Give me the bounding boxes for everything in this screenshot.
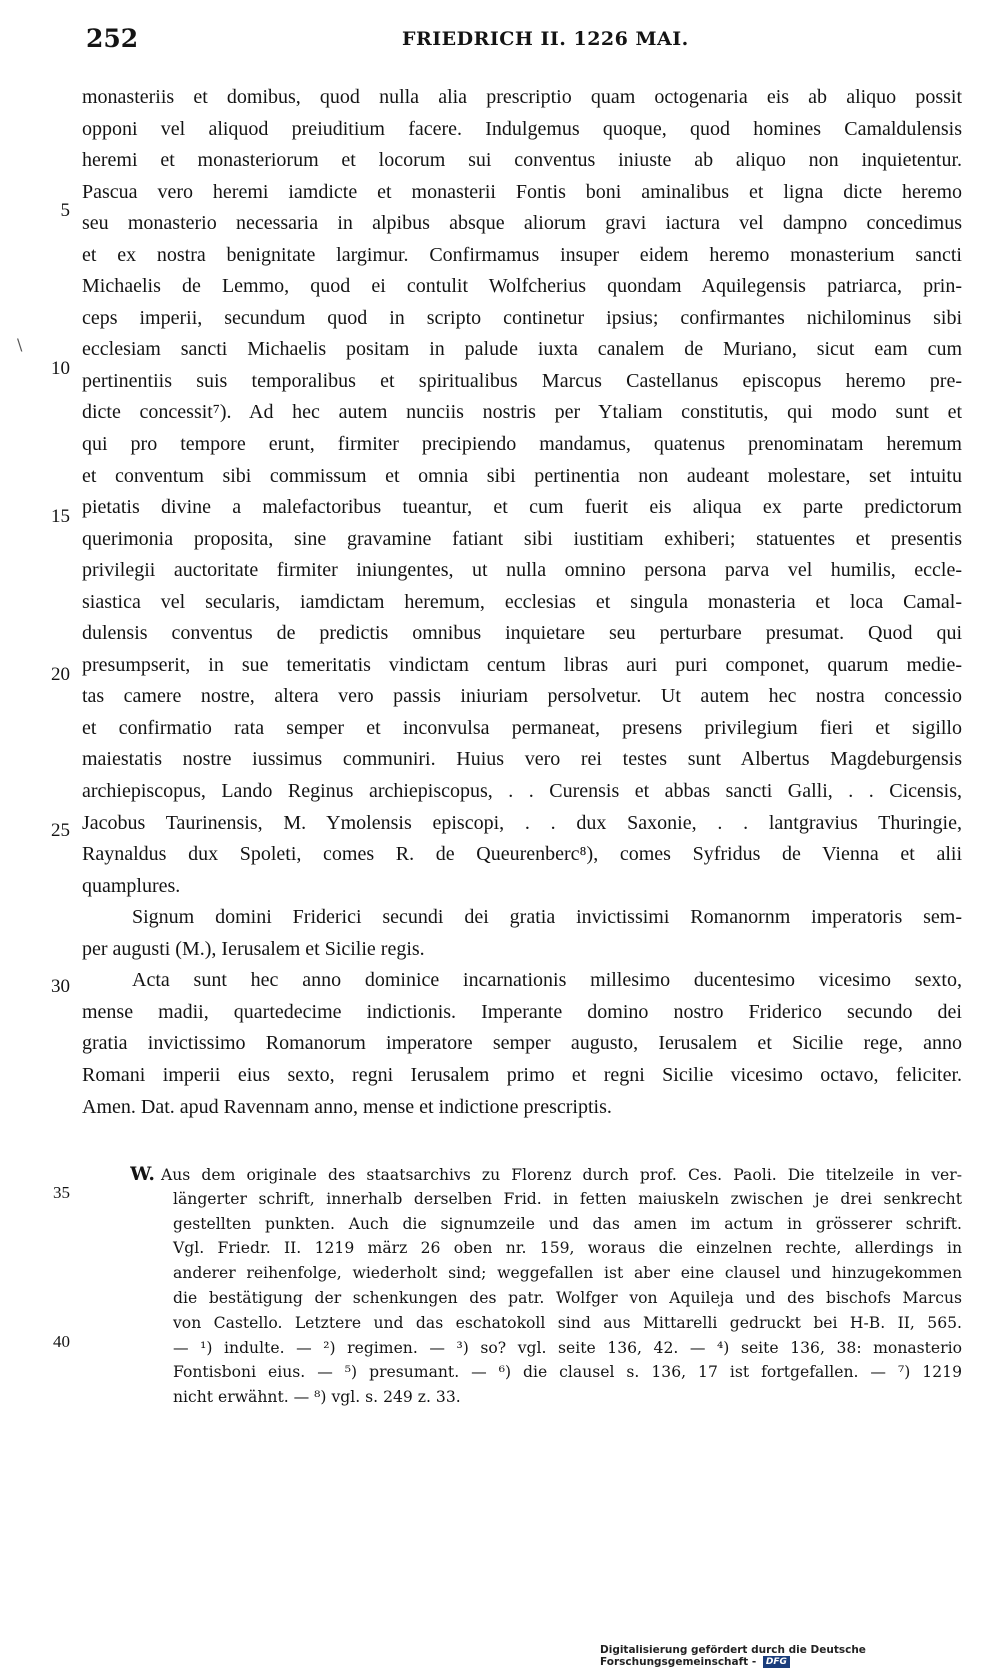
text-line: Pascua vero heremi iamdicte et monasterii Fontis boni aminalibus et ligna dicte heremo — [82, 180, 962, 203]
text-line: et ex nostra benignitate largimur. Confirmamus insuper eidem heremo monasterium sancti — [82, 243, 962, 266]
text-line: Acta sunt hec anno dominice incarnationis millesimo ducentesimo vicesimo sexto, — [132, 969, 962, 992]
note-line-number-35: 35 — [53, 1183, 70, 1202]
line-number-10: 10 — [51, 358, 70, 379]
note-line — [130, 1311, 962, 1336]
text-line: Romani imperii eius sexto, regni Ierusalem primo et regni Sicilie vicesimo octavo, feliciter. — [82, 1063, 962, 1086]
text-line: Signum domini Friderici secundi dei gratia invictissimi Romanornm imperatoris sem- — [132, 906, 962, 929]
note-text: Aus dem originale des staatsarchivs zu Florenz durch prof. Ces. Paoli. Die titelzeile in ver- — [161, 1166, 962, 1184]
note-line — [130, 1236, 962, 1261]
note-line — [130, 1360, 962, 1385]
note-text: von Castello. Letztere und das eschatokoll sind aus Mittarelli gedruckt bei H-B. II, 565. — [173, 1313, 962, 1332]
text-line: privilegii auctoritate firmiter iniungentes, ut nulla omnino persona parva vel humilis, eccle- — [82, 559, 962, 582]
apparatus-notes — [130, 1162, 962, 1410]
line-number-20: 20 — [51, 664, 70, 685]
text-line: pietatis divine a malefactoribus tueantur, et cum fuerit eis aliqua ex parte predictorum — [82, 496, 962, 519]
note-text: — ¹) indulte. — ²) regimen. — ³) so? vgl. seite 136, 42. — ⁴) seite 136, 38: monasterio — [173, 1338, 962, 1357]
text-line: Jacobus Taurinensis, M. Ymolensis episcopi, . . dux Saxonie, . . lantgravius Thuringie, — [82, 811, 962, 834]
text-line: siastica vel secularis, iamdictam heremum, ecclesias et singula monasteria et loca Camal- — [82, 590, 962, 613]
note-text: längerter schrift, innerhalb derselben Frid. in fetten maiuskeln zwischen je drei senkrecht — [173, 1189, 962, 1208]
note-line-number-40: 40 — [53, 1332, 70, 1351]
text-line: opponi vel aliquod preiuditium facere. Indulgemus quoque, quod homines Camaldulensis — [82, 117, 962, 140]
text-line: Michaelis de Lemmo, quod ei contulit Wolfcherius quondam Aquilegensis patriarca, prin- — [82, 275, 962, 298]
note-line — [130, 1385, 962, 1410]
text-line: ceps imperii, secundum quod in scripto continetur ipsius; confirmantes nichilominus sibi — [82, 306, 962, 329]
source-siglum: W. — [130, 1163, 155, 1185]
note-text: anderer reihenfolge, wiederholt sind; weggefallen ist aber eine clausel und hinzugekommen — [173, 1264, 962, 1283]
text-line: tas camere nostre, altera vero passis iniuriam persolvetur. Ut autem hec nostra concessio — [82, 685, 962, 708]
line-number-15: 15 — [51, 506, 70, 527]
note-line — [130, 1212, 962, 1237]
note-text: Vgl. Friedr. II. 1219 märz 26 oben nr. 159, woraus die einzelnen rechte, allerdings in — [173, 1239, 962, 1258]
text-line: per augusti (M.), Ierusalem et Sicilie regis. — [82, 937, 425, 960]
text-line: quamplures. — [82, 874, 181, 897]
text-line: Amen. Dat. apud Ravennam anno, mense et indictione prescriptis. — [82, 1095, 612, 1118]
note-text: Fontisboni eius. — ⁵) presumant. — ⁶) die clausel s. 136, 17 ist fortgefallen. — ⁷) 1219 — [173, 1363, 962, 1382]
note-line — [130, 1261, 962, 1286]
digitization-footer — [600, 1644, 1000, 1668]
text-line: presumpserit, in sue temeritatis vindictam centum libras auri puri componet, quarum medie- — [82, 653, 962, 676]
margin-mark: \ — [17, 335, 23, 354]
text-line: heremi et monasteriorum et locorum sui conventus iniuste ab aliquo non inquietentur. — [82, 149, 962, 172]
note-line — [130, 1187, 962, 1212]
note-text: nicht erwähnt. — ⁸) vgl. s. 249 z. 33. — [173, 1388, 461, 1407]
text-line: dicte concessit⁷). Ad hec autem nunciis nostris per Ytaliam constitutis, qui modo sunt et — [82, 401, 962, 424]
text-line: querimonia proposita, sine gravamine fatiant sibi iustitiam exhiberi; statuentes et presentis — [82, 527, 962, 550]
line-number-5: 5 — [60, 200, 70, 221]
note-text: die bestätigung der schenkungen des patr. Wolfger von Aquileja und des bischofs Marcus — [173, 1288, 962, 1307]
line-number-30: 30 — [51, 976, 70, 997]
note-line — [130, 1162, 962, 1187]
text-line: Raynaldus dux Spoleti, comes R. de Queurenberc⁸), comes Syfridus de Vienna et alii — [82, 843, 962, 866]
note-line — [130, 1286, 962, 1311]
text-line: dulensis conventus de predictis omnibus inquietare seu perturbare presumat. Quod qui — [82, 622, 962, 645]
text-line: et confirmatio rata semper et inconvulsa permaneat, presens privilegium fieri et sigillo — [82, 716, 962, 739]
text-line: et conventum sibi commissum et omnia sibi pertinentia non audeant molestare, set intuitu — [82, 464, 962, 487]
text-line: gratia invictissimo Romanorum imperatore semper augusto, Ierusalem et Sicilie rege, anno — [82, 1032, 962, 1055]
page-number: 252 — [86, 24, 139, 53]
page-header — [86, 24, 962, 64]
note-line — [130, 1336, 962, 1361]
dfg-logo: DFG — [763, 1656, 790, 1668]
line-number-25: 25 — [51, 820, 70, 841]
text-line: ecclesiam sancti Michaelis positam in palude iuxta canalem de Muriano, sicut eam cum — [82, 338, 962, 361]
text-line: mense madii, quartedecime indictionis. Imperante domino nostro Friderico secundo dei — [82, 1000, 962, 1023]
text-line: qui pro tempore erunt, firmiter precipiendo mandamus, quatenus prenominatam heremum — [82, 433, 962, 456]
footer-text: Digitalisierung gefördert durch die Deutsche Forschungsgemeinschaft - — [600, 1644, 866, 1668]
text-line: maiestatis nostre iussimus communiri. Huius vero rei testes sunt Albertus Magdeburgensis — [82, 748, 962, 771]
text-line: pertinentiis suis temporalibus et spiritualibus Marcus Castellanus episcopus heremo pre- — [82, 369, 962, 392]
text-line: seu monasterio necessaria in alpibus absque aliorum gravi iactura vel dampno concedimus — [82, 212, 962, 235]
document-body — [82, 82, 962, 1123]
running-head: FRIEDRICH II. 1226 MAI. — [402, 28, 689, 50]
text-line: archiepiscopus, Lando Reginus archiepiscopus, . . Curensis et abbas sancti Galli, . . Cicensis, — [82, 780, 962, 803]
text-line: monasteriis et domibus, quod nulla alia prescriptio quam octogenaria eis ab aliquo possit — [82, 86, 962, 108]
note-text: gestellten punkten. Auch die signumzeile und das amen im actum in grösserer schrift. — [173, 1214, 962, 1233]
